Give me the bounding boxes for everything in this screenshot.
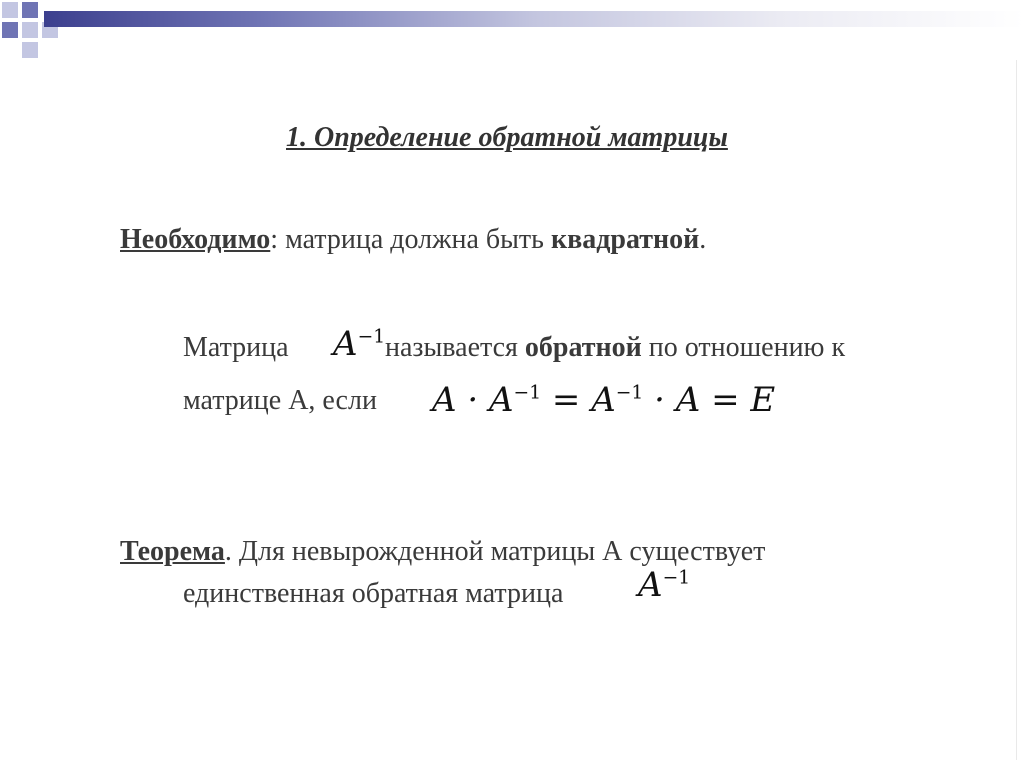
formula-part2: = A bbox=[541, 380, 616, 420]
inverse-base: A bbox=[333, 324, 358, 364]
theorem-inverse-formula bbox=[638, 565, 690, 605]
theorem-lead: Теорема bbox=[120, 536, 225, 567]
inverse-exp: −1 bbox=[357, 326, 386, 348]
decor-square bbox=[2, 2, 18, 18]
necessary-bold: квадратной bbox=[550, 224, 700, 255]
divider bbox=[1016, 60, 1017, 760]
theorem-line1 bbox=[120, 536, 765, 568]
definition-end: по отношению к bbox=[641, 332, 846, 363]
main-formula bbox=[432, 380, 775, 420]
necessary-line bbox=[120, 224, 706, 256]
decor-square bbox=[22, 42, 38, 58]
formula-part3: · A = E bbox=[643, 380, 776, 420]
theorem-line2: единственная обратная матрица bbox=[183, 578, 564, 609]
decor-square bbox=[2, 22, 18, 38]
definition-line1 bbox=[385, 332, 845, 364]
theorem-inverse-exp: −1 bbox=[662, 567, 691, 589]
definition-bold: обратной bbox=[524, 332, 642, 363]
formula-exp1: −1 bbox=[513, 382, 542, 404]
definition-word: Матрица bbox=[183, 332, 289, 363]
necessary-text: матрица должна быть bbox=[278, 224, 551, 255]
formula-part1: A · A bbox=[432, 380, 514, 420]
header-gradient-bar bbox=[44, 11, 1024, 27]
definition-mid: называется bbox=[385, 332, 525, 363]
definition-line2: матрице А, если bbox=[183, 385, 377, 416]
theorem-inverse-base: A bbox=[638, 565, 663, 605]
decor-square bbox=[22, 22, 38, 38]
necessary-colon: : bbox=[270, 224, 279, 255]
necessary-end: . bbox=[699, 224, 707, 255]
decor-square bbox=[22, 2, 38, 18]
necessary-lead: Необходимо bbox=[120, 224, 271, 255]
formula-exp2: −1 bbox=[615, 382, 644, 404]
slide-title: 1. Определение обратной матрицы bbox=[286, 122, 728, 153]
inverse-matrix-formula bbox=[333, 324, 385, 364]
theorem-text: . Для невырожденной матрицы А существует bbox=[224, 536, 766, 567]
